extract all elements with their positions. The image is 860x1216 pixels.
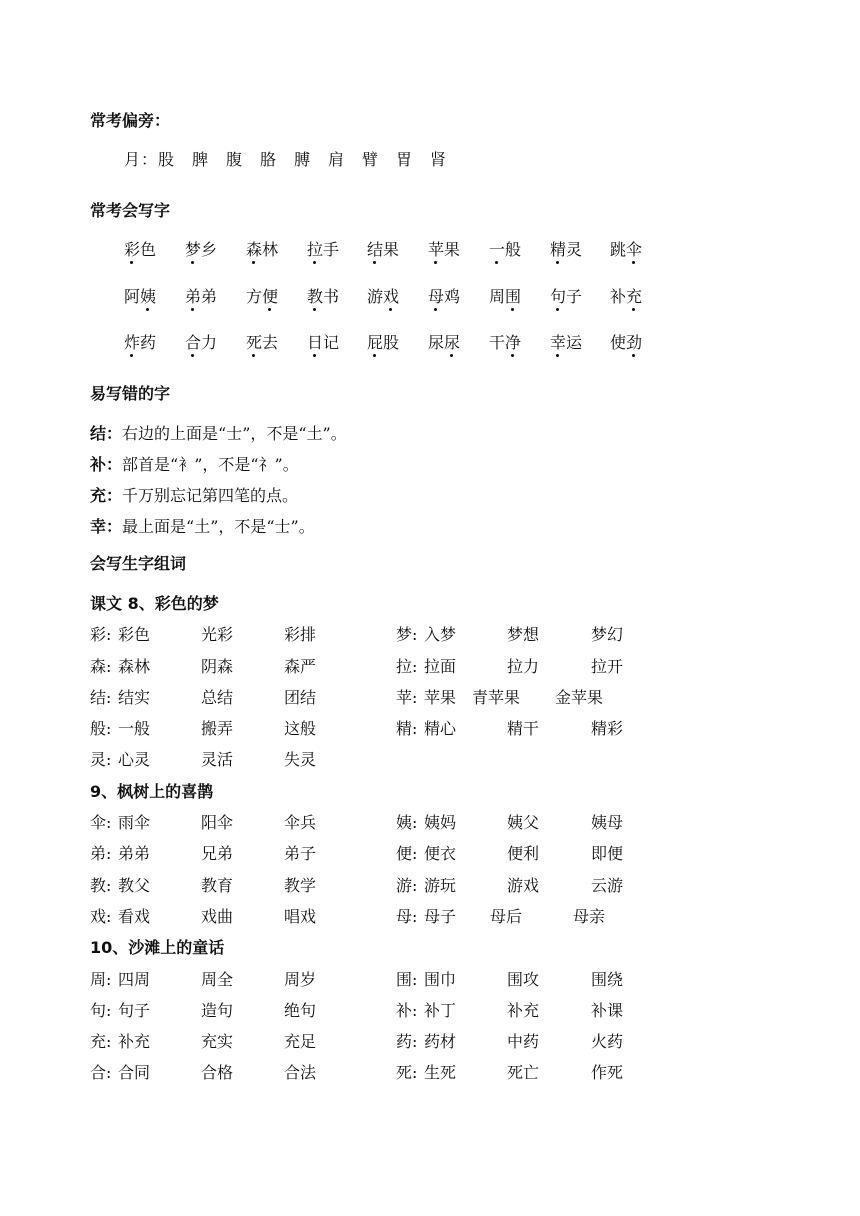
emphasis-dot bbox=[556, 308, 559, 311]
word-entry: 教学 bbox=[284, 876, 317, 895]
error-item bbox=[90, 424, 347, 444]
word-entry: 绝句 bbox=[284, 1001, 317, 1020]
write-word: 方便 bbox=[246, 287, 279, 306]
error-char: 幸： bbox=[90, 517, 123, 536]
word-entry: 火药 bbox=[591, 1032, 624, 1051]
word-head-char: 精: bbox=[396, 719, 418, 738]
word-entry: 母后 bbox=[490, 907, 523, 926]
word-entry: 周全 bbox=[201, 970, 234, 989]
word-entry: 四周 bbox=[118, 970, 151, 989]
error-text: 右边的上面是“士”，不是“土”。 bbox=[122, 424, 347, 443]
emphasis-dot bbox=[252, 354, 255, 357]
word-entry: 死亡 bbox=[507, 1063, 540, 1082]
write-word: 苹果 bbox=[428, 240, 461, 259]
word-head-char: 伞: bbox=[90, 813, 112, 832]
emphasis-dot bbox=[252, 261, 255, 264]
word-entry: 周岁 bbox=[284, 970, 317, 989]
emphasis-dot bbox=[389, 308, 392, 311]
emphasis-dot bbox=[313, 261, 316, 264]
word-head-char: 药: bbox=[396, 1032, 418, 1051]
word-entry: 精干 bbox=[507, 719, 540, 738]
word-entry: 拉面 bbox=[424, 657, 457, 676]
word-entry: 入梦 bbox=[424, 625, 457, 644]
word-entry: 围绕 bbox=[591, 970, 624, 989]
word-head-char: 充: bbox=[90, 1032, 112, 1051]
error-char: 结： bbox=[90, 424, 123, 443]
write-word: 精灵 bbox=[550, 240, 583, 259]
word-entry: 唱戏 bbox=[284, 907, 317, 926]
word-entry: 弟子 bbox=[284, 844, 317, 863]
word-entry: 金苹果 bbox=[555, 688, 604, 707]
write-word: 炸药 bbox=[124, 333, 157, 352]
word-entry: 梦想 bbox=[507, 625, 540, 644]
error-text: 千万别忘记第四笔的点。 bbox=[122, 486, 299, 505]
word-entry: 这般 bbox=[284, 719, 317, 738]
write-word: 跳伞 bbox=[610, 240, 643, 259]
word-entry: 合同 bbox=[118, 1063, 151, 1082]
emphasis-dot bbox=[373, 354, 376, 357]
word-entry: 充实 bbox=[201, 1032, 234, 1051]
word-entry: 阳伞 bbox=[201, 813, 234, 832]
word-entry: 失灵 bbox=[284, 750, 317, 769]
word-entry: 教育 bbox=[201, 876, 234, 895]
emphasis-dot bbox=[130, 261, 133, 264]
word-entry: 便利 bbox=[507, 844, 540, 863]
write-word: 干净 bbox=[489, 333, 522, 352]
write-word: 尿尿 bbox=[428, 333, 461, 352]
word-entry: 灵活 bbox=[201, 750, 234, 769]
write-word: 幸运 bbox=[550, 333, 583, 352]
word-entry: 光彩 bbox=[201, 625, 234, 644]
errors-heading: 易写错的字 bbox=[90, 384, 171, 403]
word-head-char: 游: bbox=[396, 876, 418, 895]
emphasis-dot bbox=[511, 354, 514, 357]
word-entry: 教父 bbox=[118, 876, 151, 895]
write-heading: 常考会写字 bbox=[90, 201, 171, 220]
write-word: 母鸡 bbox=[428, 287, 461, 306]
word-entry: 姨母 bbox=[591, 813, 624, 832]
word-entry: 结实 bbox=[118, 688, 151, 707]
error-item bbox=[90, 455, 299, 475]
word-entry: 雨伞 bbox=[118, 813, 151, 832]
word-head-char: 般: bbox=[90, 719, 112, 738]
emphasis-dot bbox=[632, 261, 635, 264]
word-head-char: 教: bbox=[90, 876, 112, 895]
word-entry: 阴森 bbox=[201, 657, 234, 676]
lesson-title: 10、沙滩上的童话 bbox=[90, 938, 225, 957]
word-entry: 中药 bbox=[507, 1032, 540, 1051]
emphasis-dot bbox=[268, 308, 271, 311]
word-entry: 合法 bbox=[284, 1063, 317, 1082]
emphasis-dot bbox=[434, 308, 437, 311]
word-entry: 一般 bbox=[118, 719, 151, 738]
word-head-char: 梦: bbox=[396, 625, 418, 644]
word-entry: 云游 bbox=[591, 876, 624, 895]
word-entry: 便衣 bbox=[424, 844, 457, 863]
word-head-char: 姨: bbox=[396, 813, 418, 832]
write-word: 拉手 bbox=[307, 240, 340, 259]
word-head-char: 彩: bbox=[90, 625, 112, 644]
word-entry: 看戏 bbox=[118, 907, 151, 926]
word-head-char: 灵: bbox=[90, 750, 112, 769]
word-entry: 造句 bbox=[201, 1001, 234, 1020]
word-head-char: 句: bbox=[90, 1001, 112, 1020]
word-entry: 生死 bbox=[424, 1063, 457, 1082]
write-word: 彩色 bbox=[124, 240, 157, 259]
word-entry: 戏曲 bbox=[201, 907, 234, 926]
emphasis-dot bbox=[511, 308, 514, 311]
radicals-heading: 常考偏旁： bbox=[90, 111, 171, 130]
emphasis-dot bbox=[434, 261, 437, 264]
word-head-char: 拉: bbox=[396, 657, 418, 676]
error-text: 部首是“衤”，不是“礻”。 bbox=[122, 455, 299, 474]
word-entry: 苹果 bbox=[424, 688, 457, 707]
emphasis-dot bbox=[373, 261, 376, 264]
error-text: 最上面是“土”，不是“士”。 bbox=[122, 517, 315, 536]
word-head-char: 森: bbox=[90, 657, 112, 676]
emphasis-dot bbox=[191, 261, 194, 264]
write-word: 结果 bbox=[367, 240, 400, 259]
write-word: 教书 bbox=[307, 287, 340, 306]
error-item bbox=[90, 517, 315, 537]
word-entry: 补充 bbox=[507, 1001, 540, 1020]
word-head-char: 死: bbox=[396, 1063, 418, 1082]
write-word: 合力 bbox=[185, 333, 218, 352]
error-char: 充： bbox=[90, 486, 123, 505]
word-head-char: 合: bbox=[90, 1063, 112, 1082]
emphasis-dot bbox=[313, 308, 316, 311]
write-word: 死去 bbox=[246, 333, 279, 352]
word-entry: 作死 bbox=[591, 1063, 624, 1082]
words-heading: 会写生字组词 bbox=[90, 554, 187, 573]
error-char: 补： bbox=[90, 455, 123, 474]
word-entry: 母亲 bbox=[573, 907, 606, 926]
word-entry: 姨妈 bbox=[424, 813, 457, 832]
lesson-title: 9、枫树上的喜鹊 bbox=[90, 782, 214, 801]
word-entry: 充足 bbox=[284, 1032, 317, 1051]
word-entry: 森严 bbox=[284, 657, 317, 676]
emphasis-dot bbox=[450, 354, 453, 357]
word-entry: 即便 bbox=[591, 844, 624, 863]
word-entry: 药材 bbox=[424, 1032, 457, 1051]
word-entry: 补丁 bbox=[424, 1001, 457, 1020]
word-entry: 精彩 bbox=[591, 719, 624, 738]
word-entry: 精心 bbox=[424, 719, 457, 738]
word-entry: 补充 bbox=[118, 1032, 151, 1051]
word-entry: 母子 bbox=[424, 907, 457, 926]
emphasis-dot bbox=[632, 308, 635, 311]
error-item bbox=[90, 486, 298, 506]
word-head-char: 弟: bbox=[90, 844, 112, 863]
emphasis-dot bbox=[495, 261, 498, 264]
word-head-char: 补: bbox=[396, 1001, 418, 1020]
word-entry: 总结 bbox=[201, 688, 234, 707]
write-word: 使劲 bbox=[610, 333, 643, 352]
word-entry: 心灵 bbox=[118, 750, 151, 769]
word-entry: 伞兵 bbox=[284, 813, 317, 832]
write-word: 句子 bbox=[550, 287, 583, 306]
write-word: 森林 bbox=[246, 240, 279, 259]
emphasis-dot bbox=[313, 354, 316, 357]
word-head-char: 戏: bbox=[90, 907, 112, 926]
write-word: 日记 bbox=[307, 333, 340, 352]
word-entry: 弟弟 bbox=[118, 844, 151, 863]
word-entry: 青苹果 bbox=[472, 688, 521, 707]
emphasis-dot bbox=[556, 354, 559, 357]
emphasis-dot bbox=[191, 308, 194, 311]
word-entry: 兄弟 bbox=[201, 844, 234, 863]
word-entry: 拉开 bbox=[591, 657, 624, 676]
word-entry: 补课 bbox=[591, 1001, 624, 1020]
word-entry: 拉力 bbox=[507, 657, 540, 676]
word-entry: 围攻 bbox=[507, 970, 540, 989]
word-head-char: 周: bbox=[90, 970, 112, 989]
write-word: 阿姨 bbox=[124, 287, 157, 306]
word-head-char: 母: bbox=[396, 907, 418, 926]
word-entry: 姨父 bbox=[507, 813, 540, 832]
word-head-char: 苹: bbox=[396, 688, 418, 707]
emphasis-dot bbox=[130, 354, 133, 357]
word-head-char: 便: bbox=[396, 844, 418, 863]
word-entry: 合格 bbox=[201, 1063, 234, 1082]
word-entry: 游戏 bbox=[507, 876, 540, 895]
word-entry: 句子 bbox=[118, 1001, 151, 1020]
emphasis-dot bbox=[632, 354, 635, 357]
write-word: 梦乡 bbox=[185, 240, 218, 259]
word-entry: 梦幻 bbox=[591, 625, 624, 644]
word-entry: 森林 bbox=[118, 657, 151, 676]
write-word: 周围 bbox=[489, 287, 522, 306]
word-entry: 围巾 bbox=[424, 970, 457, 989]
write-word: 一般 bbox=[489, 240, 522, 259]
word-entry: 团结 bbox=[284, 688, 317, 707]
radicals-line: 月：股 脾 腹 胳 膊 肩 臂 胃 肾 bbox=[124, 150, 448, 169]
word-head-char: 围: bbox=[396, 970, 418, 989]
lesson-title: 课文 8、彩色的梦 bbox=[90, 594, 219, 613]
word-entry: 彩排 bbox=[284, 625, 317, 644]
emphasis-dot bbox=[146, 308, 149, 311]
word-entry: 彩色 bbox=[118, 625, 151, 644]
write-word: 游戏 bbox=[367, 287, 400, 306]
word-entry: 搬弄 bbox=[201, 719, 234, 738]
write-word: 弟弟 bbox=[185, 287, 218, 306]
write-word: 补充 bbox=[610, 287, 643, 306]
write-word: 屁股 bbox=[367, 333, 400, 352]
word-head-char: 结: bbox=[90, 688, 112, 707]
word-entry: 游玩 bbox=[424, 876, 457, 895]
emphasis-dot bbox=[556, 261, 559, 264]
emphasis-dot bbox=[191, 354, 194, 357]
